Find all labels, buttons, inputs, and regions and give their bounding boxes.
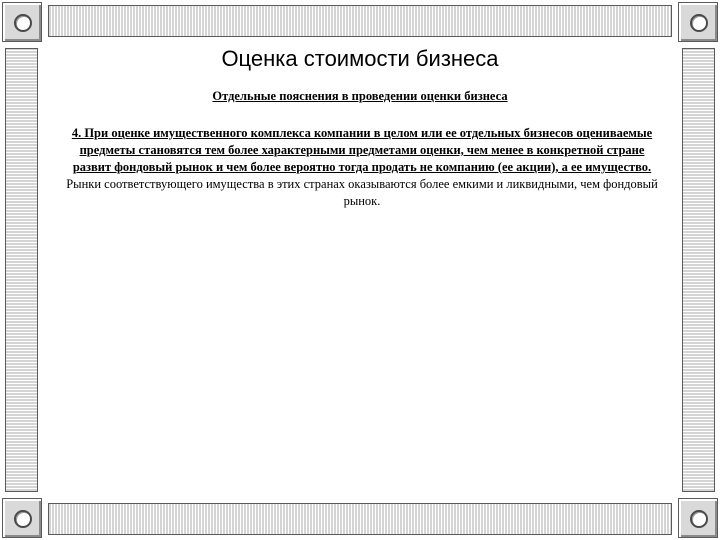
slide-body (60, 125, 664, 210)
slide-title: Оценка стоимости бизнеса (221, 46, 499, 71)
frame-top-border (48, 5, 672, 37)
ring-medallion-icon (690, 14, 708, 32)
ring-medallion-icon (14, 14, 32, 32)
ring-medallion-icon (14, 510, 32, 528)
paragraph-bold: 4. При оценке имущественного комплекса компании в целом или ее отдельных бизнесов оцениваемые предметы становятся тем более характерными предметами оценки, чем менее в конкретной стране развит фондовый рынок и чем более вероятно тогда продать не компанию (ее акции), а ее имущество. (71, 126, 653, 174)
frame-left-border (5, 48, 38, 492)
paragraph-normal: Рынки соответствующего имущества в этих странах оказываются более емкими и ликвидными, чем фондовый рынок. (66, 177, 658, 208)
corner-top-left (2, 2, 42, 42)
corner-bottom-left (2, 498, 42, 538)
corner-top-right (678, 2, 718, 42)
ring-medallion-icon (690, 510, 708, 528)
corner-bottom-right (678, 498, 718, 538)
frame-bottom-border (48, 503, 672, 535)
frame-right-border (682, 48, 715, 492)
slide-content (42, 40, 678, 500)
slide-subtitle: Отдельные пояснения в проведении оценки бизнеса (212, 89, 508, 103)
